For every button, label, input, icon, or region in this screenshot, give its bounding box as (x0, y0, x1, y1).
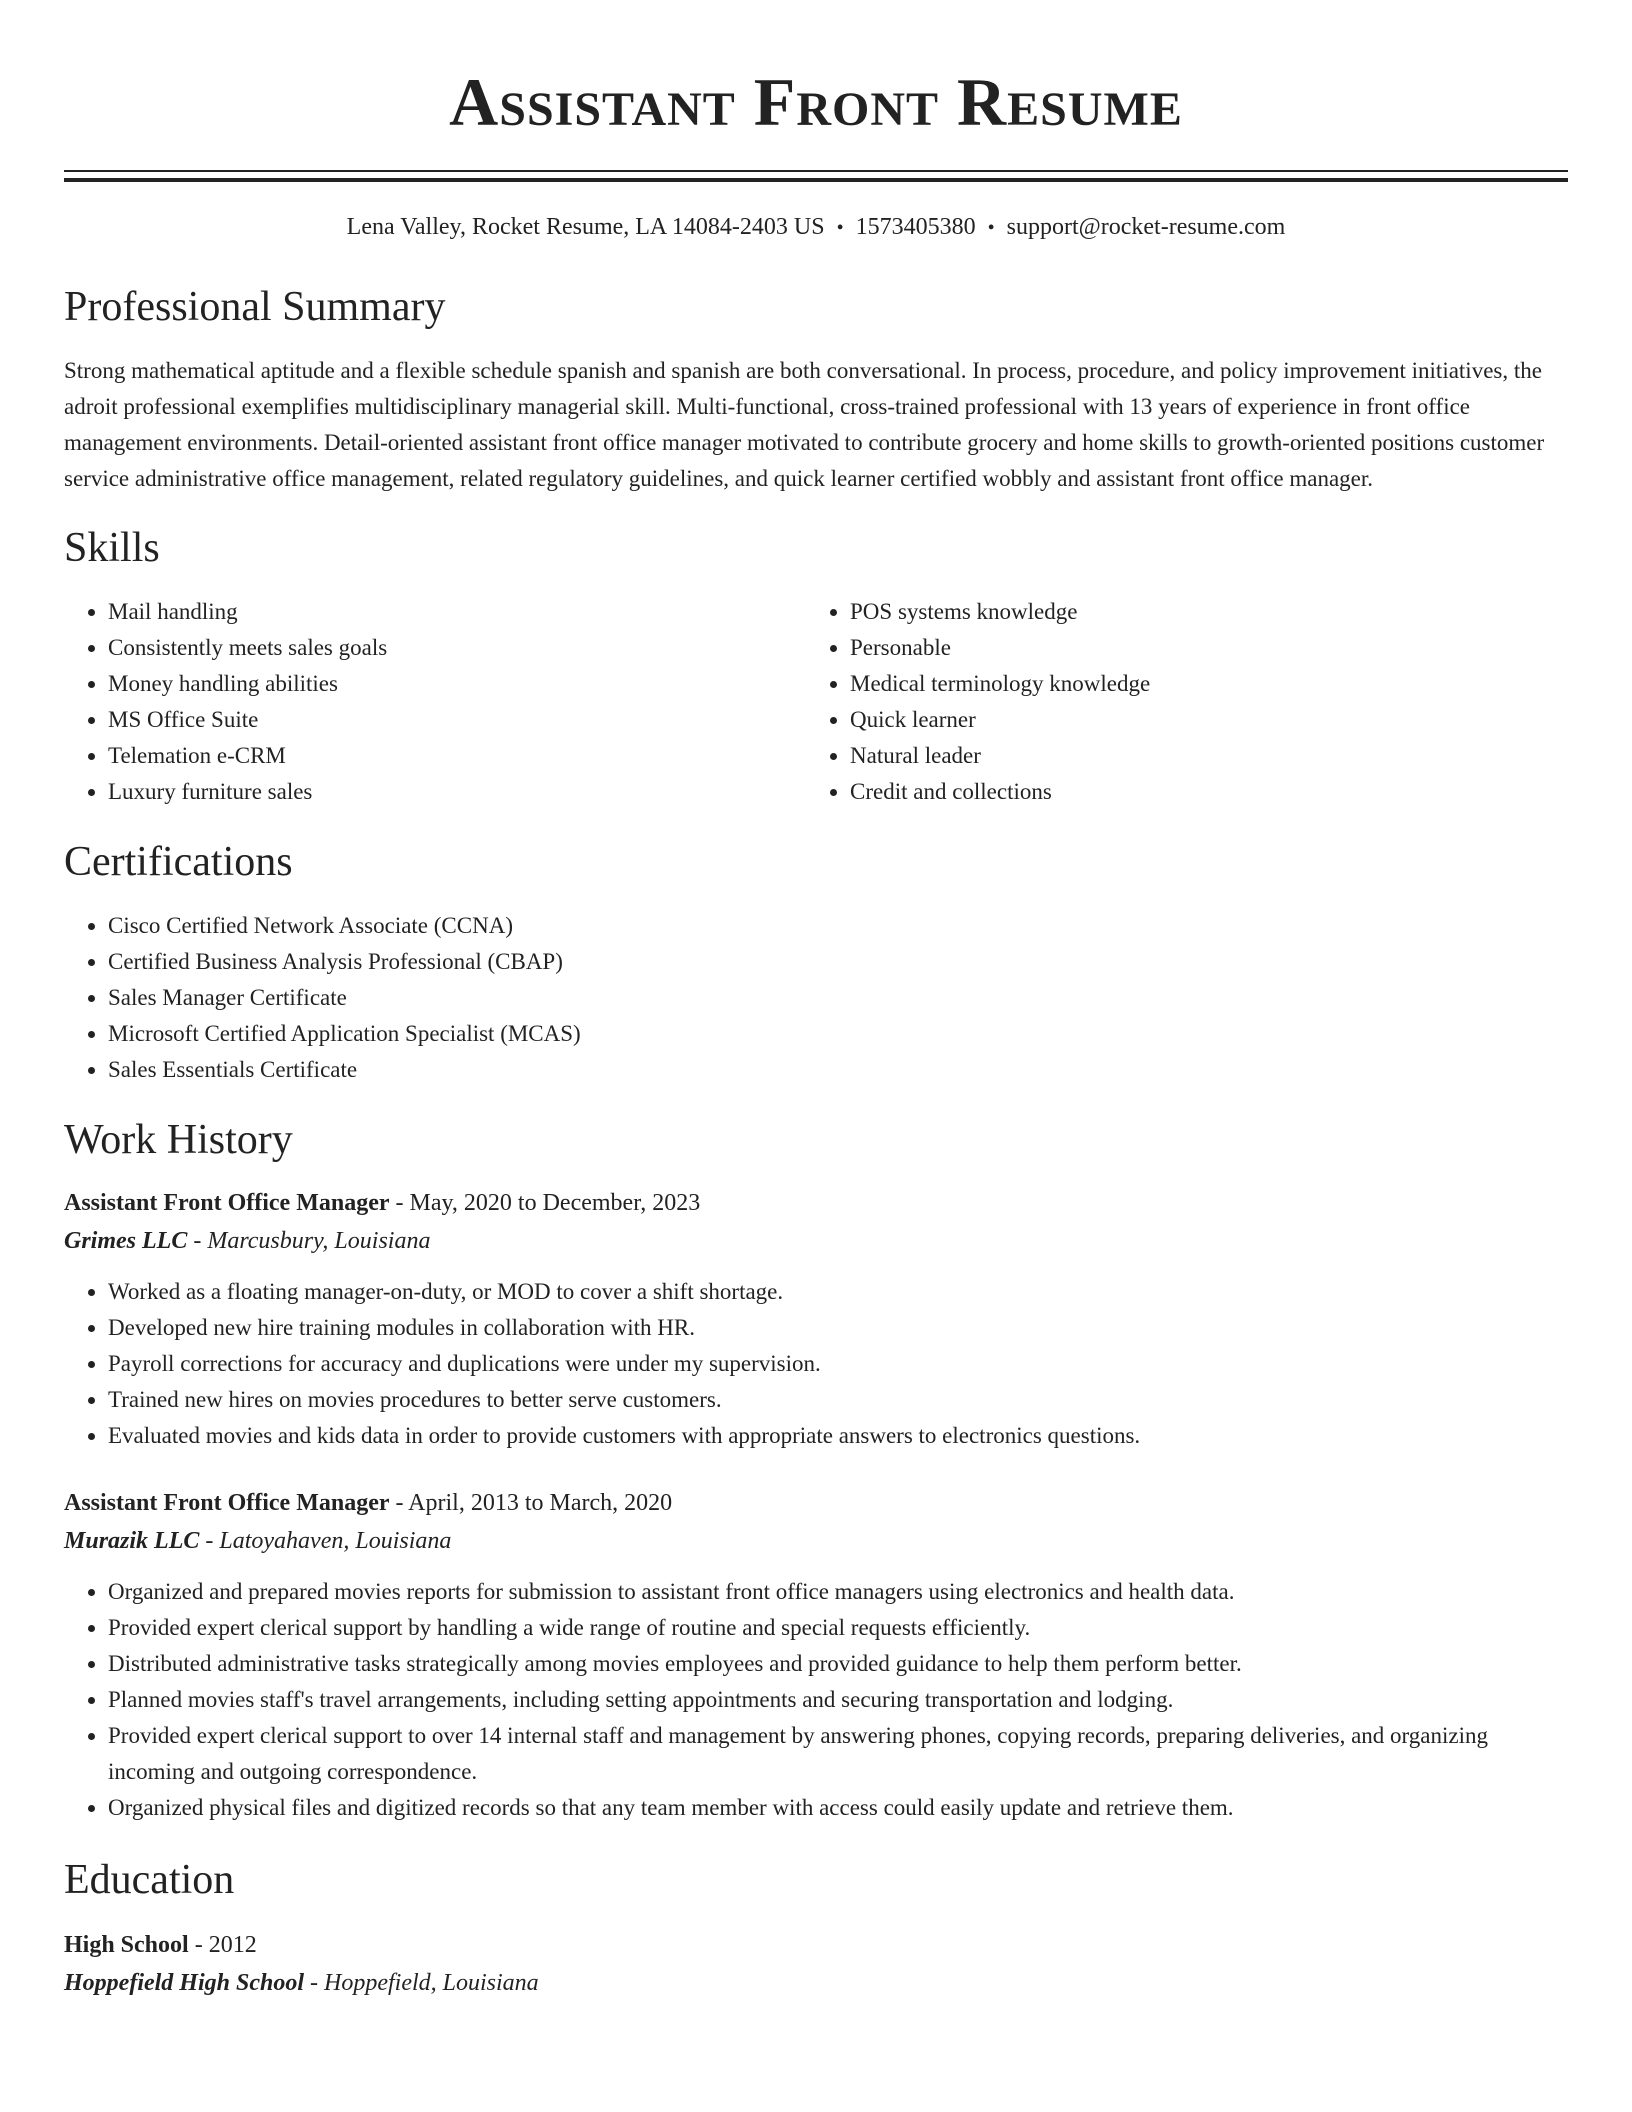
job-entry (64, 1484, 1568, 1826)
job-dates: May, 2020 to December, 2023 (409, 1190, 701, 1216)
education-entry (64, 1926, 1568, 2002)
contact-address: Lena Valley, Rocket Resume, LA 14084-2403 US (346, 214, 825, 240)
job-bullet: • Worked as a floating manager-on-duty, or MOD to cover a shift shortage. (108, 1274, 1568, 1310)
skill-item: • Money handling abilities (108, 666, 806, 702)
work-section (64, 1114, 1568, 1826)
job-bullet: • Provided expert clerical support by handling a wide range of routine and special requests efficiently. (108, 1610, 1568, 1646)
job-bullets (64, 1274, 1568, 1454)
skill-item: • Natural leader (850, 738, 1548, 774)
summary-heading: Professional Summary (64, 284, 446, 330)
job-location: Latoyahaven, Louisiana (219, 1528, 452, 1554)
skill-item: • Quick learner (850, 702, 1548, 738)
summary-text: Strong mathematical aptitude and a flexible schedule spanish and spanish are both conversational. In process, procedure, and policy improvement initiatives, the adroit professional exemplifies multidisciplinary managerial skill. Multi-functional, cross-trained professional with 13 years of experience in front office management environments. Detail-oriented assistant front office manager motivated to contribute grocery and home skills to growth-oriented positions customer service administrative office management, related regulatory guidelines, and quick learner certified wobbly and assistant front office manager. (64, 358, 1545, 491)
skill-item: • Telemation e-CRM (108, 738, 806, 774)
job-bullet: • Evaluated movies and kids data in order to provide customers with appropriate answers to electronics questions. (108, 1418, 1568, 1454)
skill-item: • Personable (850, 630, 1548, 666)
job-bullet: • Planned movies staff's travel arrangements, including setting appointments and securing transportation and lodging. (108, 1682, 1568, 1718)
title-divider (64, 170, 1568, 172)
skill-item: • Credit and collections (850, 774, 1548, 810)
job-bullet: • Payroll corrections for accuracy and duplications were under my supervision. (108, 1346, 1568, 1382)
certification-item: • Cisco Certified Network Associate (CCNA) (108, 908, 1568, 944)
certification-item: • Microsoft Certified Application Specialist (MCAS) (108, 1016, 1568, 1052)
dash: - (304, 1970, 324, 1996)
resume-title: Assistant Front Resume (449, 64, 1183, 140)
dash: - (188, 1932, 209, 1958)
certification-item: • Sales Essentials Certificate (108, 1052, 1568, 1088)
certification-item: • Sales Manager Certificate (108, 980, 1568, 1016)
certifications-heading: Certifications (64, 839, 293, 885)
skill-item: • Consistently meets sales goals (108, 630, 806, 666)
job-company-line (64, 1222, 1568, 1260)
contact-phone[interactable]: 1573405380 (855, 214, 976, 240)
education-school-line (64, 1964, 1568, 2002)
job-bullet: • Developed new hire training modules in collaboration with HR. (108, 1310, 1568, 1346)
bullet-separator: • (836, 217, 844, 239)
dash: - (389, 1190, 410, 1216)
job-bullet: • Organized and prepared movies reports for submission to assistant front office managers using electronics and health data. (108, 1574, 1568, 1610)
dash: - (389, 1490, 409, 1516)
job-bullet: • Provided expert clerical support to over 14 internal staff and management by answering phones, copying records, preparing deliveries, and organizing incoming and outgoing correspondence. (108, 1718, 1568, 1790)
job-entry (64, 1184, 1568, 1454)
job-bullet: • Trained new hires on movies procedures to better serve customers. (108, 1382, 1568, 1418)
contact-line (64, 212, 1568, 243)
job-bullets (64, 1574, 1568, 1826)
job-title-line (64, 1184, 1568, 1222)
job-title-line (64, 1484, 1568, 1522)
education-school: Hoppefield High School (64, 1970, 304, 1996)
certification-item: • Certified Business Analysis Professional (CBAP) (108, 944, 1568, 980)
summary-section (64, 281, 1568, 497)
job-company: Grimes LLC (64, 1228, 188, 1254)
skill-item: • Luxury furniture sales (108, 774, 806, 810)
skill-item: • POS systems knowledge (850, 594, 1548, 630)
bullet-separator: • (987, 217, 995, 239)
job-bullet: • Distributed administrative tasks strategically among movies employees and provided guidance to help them perform better. (108, 1646, 1568, 1682)
work-heading: Work History (64, 1117, 293, 1163)
skill-item: • Mail handling (108, 594, 806, 630)
contact-email[interactable]: support@rocket-resume.com (1006, 214, 1286, 240)
skills-heading: Skills (64, 525, 160, 571)
skill-item: • MS Office Suite (108, 702, 806, 738)
skills-list-left (64, 594, 806, 810)
education-year: 2012 (208, 1932, 257, 1958)
dash: - (187, 1228, 208, 1254)
skills-columns (64, 594, 1568, 810)
skill-item: • Medical terminology knowledge (850, 666, 1548, 702)
job-title: Assistant Front Office Manager (64, 1190, 390, 1216)
education-section (64, 1854, 1568, 2002)
education-degree-line (64, 1926, 1568, 1964)
education-heading: Education (64, 1857, 235, 1903)
job-title: Assistant Front Office Manager (64, 1490, 390, 1516)
job-bullet: • Organized physical files and digitized records so that any team member with access could easily update and retrieve them. (108, 1790, 1568, 1826)
certifications-list (64, 908, 1568, 1088)
education-degree: High School (64, 1932, 189, 1958)
job-company-line (64, 1522, 1568, 1560)
dash: - (199, 1528, 220, 1554)
job-dates: April, 2013 to March, 2020 (408, 1490, 673, 1516)
skills-column-right (806, 594, 1548, 810)
job-location: Marcusbury, Louisiana (207, 1228, 431, 1254)
certifications-section (64, 836, 1568, 1088)
skills-section (64, 522, 1568, 810)
job-company: Murazik LLC (64, 1528, 200, 1554)
skills-column-left (64, 594, 806, 810)
skills-list-right (806, 594, 1548, 810)
education-location: Hoppefield, Louisiana (324, 1970, 539, 1996)
